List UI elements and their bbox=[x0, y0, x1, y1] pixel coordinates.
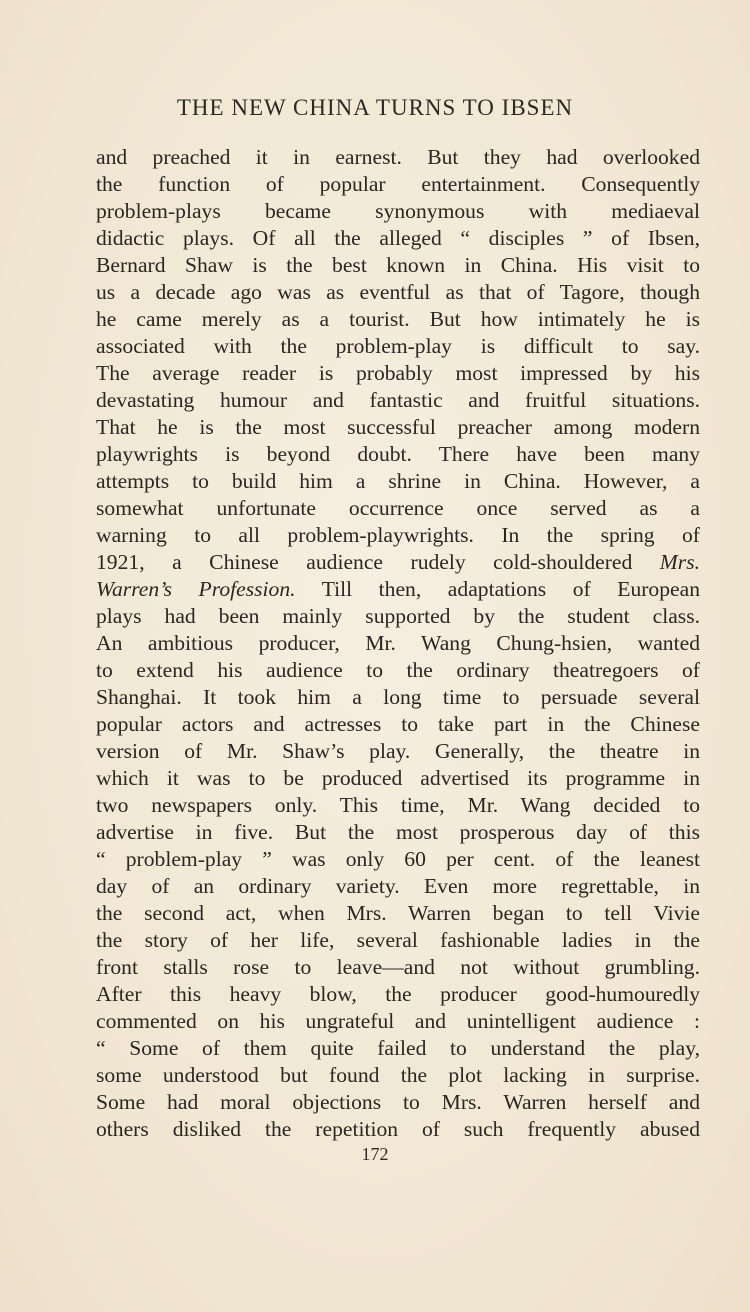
text-line: didactic plays. Of all the alleged “ disciples ” of Ibsen, bbox=[96, 226, 700, 250]
text-line: After this heavy blow, the producer good-humouredly bbox=[96, 982, 700, 1006]
text-line: playwrights is beyond doubt. There have been many bbox=[96, 442, 700, 466]
italic-title: Mrs. bbox=[659, 550, 700, 574]
text-line: the story of her life, several fashionable ladies in the bbox=[96, 928, 700, 952]
text-line: which it was to be produced advertised its programme in bbox=[96, 766, 700, 790]
text-line: to extend his audience to the ordinary theatregoers of bbox=[96, 658, 700, 682]
text-line: and preached it in earnest. But they had overlooked bbox=[96, 145, 700, 169]
text-line: somewhat unfortunate occurrence once served as a bbox=[96, 496, 700, 520]
text-line: “ problem-play ” was only 60 per cent. of the leanest bbox=[96, 847, 700, 871]
text-line: the function of popular entertainment. Consequently bbox=[96, 172, 700, 196]
text-line: version of Mr. Shaw’s play. Generally, the theatre in bbox=[96, 739, 700, 763]
text-line: “ Some of them quite failed to understand the play, bbox=[96, 1036, 700, 1060]
text-line: Shanghai. It took him a long time to persuade several bbox=[96, 685, 700, 709]
text-line: the second act, when Mrs. Warren began to tell Vivie bbox=[96, 901, 700, 925]
text-line: associated with the problem-play is difficult to say. bbox=[96, 334, 700, 358]
text-line: That he is the most successful preacher among modern bbox=[96, 415, 700, 439]
text-line: advertise in five. But the most prosperous day of this bbox=[96, 820, 700, 844]
text-line: two newspapers only. This time, Mr. Wang decided to bbox=[96, 793, 700, 817]
body-text bbox=[96, 144, 700, 1143]
text-line: The average reader is probably most impressed by his bbox=[96, 361, 700, 385]
text-line: An ambitious producer, Mr. Wang Chung-hsien, wanted bbox=[96, 631, 700, 655]
page-number: 172 bbox=[361, 1144, 389, 1164]
italic-title: Warren’s Profession. bbox=[96, 577, 296, 601]
text-line: some understood but found the plot lacking in surprise. bbox=[96, 1063, 700, 1087]
text-line: popular actors and actresses to take part in the Chinese bbox=[96, 712, 700, 736]
text-segment: Till then, adaptations of European bbox=[295, 577, 700, 601]
text-line: Some had moral objections to Mrs. Warren herself and bbox=[96, 1090, 700, 1114]
text-line: Bernard Shaw is the best known in China. His visit to bbox=[96, 253, 700, 277]
text-line bbox=[96, 576, 700, 603]
text-line: commented on his ungrateful and unintelligent audience : bbox=[96, 1009, 700, 1033]
text-line: attempts to build him a shrine in China. However, a bbox=[96, 469, 700, 493]
text-line: day of an ordinary variety. Even more regrettable, in bbox=[96, 874, 700, 898]
text-line: problem-plays became synonymous with mediaeval bbox=[96, 199, 700, 223]
text-line: front stalls rose to leave—and not without grumbling. bbox=[96, 955, 700, 979]
text-line: us a decade ago was as eventful as that of Tagore, though bbox=[96, 280, 700, 304]
text-line: others disliked the repetition of such frequently abused bbox=[96, 1117, 700, 1141]
text-line: he came merely as a tourist. But how intimately he is bbox=[96, 307, 700, 331]
text-segment: 1921, a Chinese audience rudely cold-shouldered bbox=[96, 550, 660, 574]
text-line bbox=[96, 549, 700, 576]
text-line: devastating humour and fantastic and fruitful situations. bbox=[96, 388, 700, 412]
text-line: warning to all problem-playwrights. In the spring of bbox=[96, 523, 700, 547]
running-head: THE NEW CHINA TURNS TO IBSEN bbox=[176, 95, 574, 120]
text-line: plays had been mainly supported by the student class. bbox=[96, 604, 700, 628]
